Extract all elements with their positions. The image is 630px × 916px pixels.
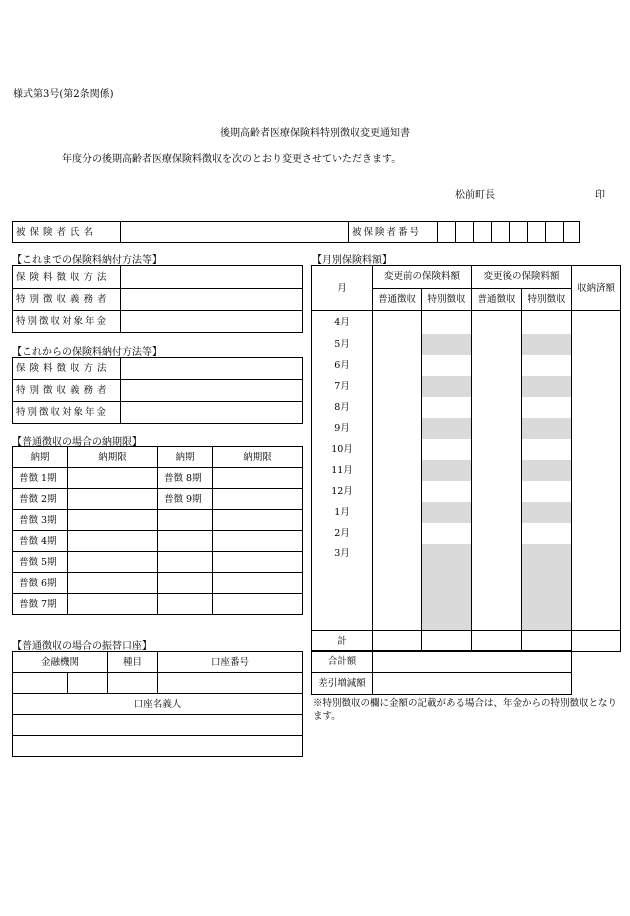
- deadlines-heading: 【普通徴収の場合の納期限】: [12, 437, 142, 448]
- insured-number-label: 被保険者番号: [349, 222, 438, 243]
- monthly-heading: 【月別保険料額】: [312, 255, 392, 266]
- amount-cell[interactable]: [472, 544, 522, 631]
- deadline-cell[interactable]: [213, 489, 303, 510]
- amount-cell[interactable]: [472, 334, 522, 355]
- month-label: 12月: [312, 481, 373, 502]
- month-label: 7月: [312, 376, 373, 397]
- period-label: 普徴 6期: [13, 573, 68, 594]
- amount-cell[interactable]: [572, 311, 621, 334]
- month-label: 3月: [312, 544, 373, 631]
- amount-cell[interactable]: [572, 502, 621, 523]
- amount-cell[interactable]: [472, 502, 522, 523]
- period-label: 普徴 2期: [13, 489, 68, 510]
- account-holder-header: 口座名義人: [13, 694, 303, 715]
- amount-cell[interactable]: [572, 439, 621, 460]
- bank-header: 金融機関: [13, 652, 108, 673]
- empty-cell: [213, 573, 303, 594]
- period-label: 普徴 7期: [13, 594, 68, 615]
- form-number: 様式第3号(第2条関係): [13, 89, 114, 100]
- amount-cell[interactable]: [572, 481, 621, 502]
- special-header: 特別徴収: [522, 288, 572, 311]
- amount-cell[interactable]: [422, 311, 472, 334]
- amount-cell-shaded[interactable]: [422, 502, 472, 523]
- month-header: 月: [312, 266, 373, 311]
- insured-number-digit[interactable]: [564, 222, 580, 243]
- amount-cell[interactable]: [572, 544, 621, 631]
- amount-cell[interactable]: [472, 397, 522, 418]
- insured-number-digit[interactable]: [528, 222, 546, 243]
- deadline-cell[interactable]: [68, 594, 158, 615]
- month-label: 11月: [312, 460, 373, 481]
- period-label: 普徴 1期: [13, 468, 68, 489]
- deadline-cell[interactable]: [68, 573, 158, 594]
- amount-cell-shaded[interactable]: [422, 418, 472, 439]
- amount-cell[interactable]: [373, 418, 422, 439]
- amount-cell[interactable]: [522, 355, 572, 376]
- deadline-cell[interactable]: [68, 489, 158, 510]
- amount-cell[interactable]: [373, 523, 422, 544]
- account-number-field[interactable]: [158, 673, 303, 694]
- new-method-heading: 【これからの保険料納付方法等】: [12, 347, 162, 358]
- account-number-header: 口座番号: [158, 652, 303, 673]
- period-label: 普徴 5期: [13, 552, 68, 573]
- month-label: 6月: [312, 355, 373, 376]
- empty-cell: [158, 552, 213, 573]
- amount-cell[interactable]: [472, 418, 522, 439]
- deadline-cell[interactable]: [68, 552, 158, 573]
- period-label: 普徴 4期: [13, 531, 68, 552]
- intro-text: 年度分の後期高齢者医療保険料徴収を次のとおり変更させていただきます。: [62, 154, 402, 165]
- obligor-label: 特別徴収義務者: [13, 289, 121, 311]
- amount-cell[interactable]: [373, 376, 422, 397]
- total-label: 計: [312, 631, 373, 652]
- empty-cell: [158, 573, 213, 594]
- amount-cell[interactable]: [472, 311, 522, 334]
- pension-value[interactable]: [121, 402, 303, 424]
- obligor-value[interactable]: [121, 380, 303, 402]
- total-cell[interactable]: [572, 631, 621, 652]
- deadline-cell[interactable]: [213, 468, 303, 489]
- amount-cell[interactable]: [422, 397, 472, 418]
- empty-cell: [213, 594, 303, 615]
- period-label: 普徴 8期: [158, 468, 213, 489]
- deadline-cell[interactable]: [68, 468, 158, 489]
- amount-cell[interactable]: [373, 481, 422, 502]
- special-header: 特別徴収: [422, 288, 472, 311]
- deadline-cell[interactable]: [68, 531, 158, 552]
- pension-label: 特別徴収対象年金: [13, 311, 121, 333]
- amount-cell[interactable]: [373, 544, 422, 631]
- amount-cell[interactable]: [522, 481, 572, 502]
- insured-number-digit[interactable]: [510, 222, 528, 243]
- transfer-table: [12, 651, 303, 757]
- period-header: 納期: [158, 447, 213, 468]
- empty-cell: [213, 531, 303, 552]
- amount-cell-shaded[interactable]: [522, 418, 572, 439]
- obligor-value[interactable]: [121, 289, 303, 311]
- normal-header: 普通徴収: [373, 288, 422, 311]
- amount-cell[interactable]: [522, 397, 572, 418]
- period-label: 普徴 3期: [13, 510, 68, 531]
- pension-label: 特別徴収対象年金: [13, 402, 121, 424]
- normal-header: 普通徴収: [472, 288, 522, 311]
- total-cell[interactable]: [373, 631, 422, 652]
- insured-number-digit[interactable]: [474, 222, 492, 243]
- new-method-table: [12, 357, 303, 424]
- issuer-name: 松前町長: [455, 190, 495, 201]
- method-label: 保険料徴収方法: [13, 266, 121, 289]
- month-label: 1月: [312, 502, 373, 523]
- empty-cell: [213, 552, 303, 573]
- pension-value[interactable]: [121, 311, 303, 333]
- document-title: 後期高齢者医療保険料特別徴収変更通知書: [220, 128, 410, 139]
- month-label: 5月: [312, 334, 373, 355]
- insured-number-digit[interactable]: [438, 222, 456, 243]
- empty-cell: [213, 510, 303, 531]
- deadlines-table: [12, 446, 303, 615]
- total-cell[interactable]: [422, 631, 472, 652]
- amount-cell[interactable]: [472, 355, 522, 376]
- amount-cell[interactable]: [422, 523, 472, 544]
- method-value[interactable]: [121, 266, 303, 289]
- amount-cell-shaded[interactable]: [422, 544, 472, 631]
- insured-number-digit[interactable]: [546, 222, 564, 243]
- month-label: 4月: [312, 311, 373, 334]
- type-field[interactable]: [108, 673, 158, 694]
- previous-method-heading: 【これまでの保険料納付方法等】: [12, 255, 162, 266]
- amount-cell[interactable]: [472, 460, 522, 481]
- special-collection-note: ※特別徴収の欄に金額の記載がある場合は、年金からの特別徴収となります。: [313, 698, 618, 722]
- seal-mark: 印: [595, 190, 605, 201]
- month-label: 10月: [312, 439, 373, 460]
- before-header: 変更前の保険料額: [373, 266, 472, 289]
- amount-cell[interactable]: [422, 481, 472, 502]
- bank-field[interactable]: [13, 673, 68, 694]
- amount-cell[interactable]: [373, 439, 422, 460]
- total-cell[interactable]: [522, 631, 572, 652]
- amount-cell[interactable]: [472, 376, 522, 397]
- after-header: 変更後の保険料額: [472, 266, 572, 289]
- amount-cell-shaded[interactable]: [422, 460, 472, 481]
- amount-cell[interactable]: [572, 397, 621, 418]
- amount-cell[interactable]: [373, 311, 422, 334]
- amount-cell[interactable]: [572, 460, 621, 481]
- amount-cell[interactable]: [522, 523, 572, 544]
- month-label: 8月: [312, 397, 373, 418]
- insured-name-field[interactable]: [121, 222, 349, 243]
- amount-cell-shaded[interactable]: [422, 334, 472, 355]
- amount-cell[interactable]: [472, 439, 522, 460]
- amount-cell[interactable]: [522, 439, 572, 460]
- amount-cell-shaded[interactable]: [422, 376, 472, 397]
- insured-number-digit[interactable]: [492, 222, 510, 243]
- amount-cell-shaded[interactable]: [522, 334, 572, 355]
- amount-cell[interactable]: [472, 481, 522, 502]
- method-value[interactable]: [121, 358, 303, 380]
- amount-cell[interactable]: [572, 355, 621, 376]
- amount-cell[interactable]: [572, 376, 621, 397]
- grand-total-table: [311, 650, 572, 695]
- transfer-heading: 【普通徴収の場合の振替口座】: [12, 641, 152, 652]
- amount-cell[interactable]: [373, 334, 422, 355]
- period-header: 納期: [13, 447, 68, 468]
- amount-cell[interactable]: [373, 502, 422, 523]
- branch-field[interactable]: [68, 673, 108, 694]
- method-label: 保険料徴収方法: [13, 358, 121, 380]
- account-holder-name[interactable]: [13, 736, 303, 757]
- amount-cell-shaded[interactable]: [522, 544, 572, 631]
- month-label: 2月: [312, 523, 373, 544]
- amount-cell[interactable]: [572, 523, 621, 544]
- period-label: 普徴 9期: [158, 489, 213, 510]
- paid-header: 収納済額: [572, 266, 621, 311]
- amount-cell[interactable]: [373, 460, 422, 481]
- amount-cell[interactable]: [422, 355, 472, 376]
- empty-cell: [158, 510, 213, 531]
- amount-cell[interactable]: [572, 334, 621, 355]
- grand-total-value[interactable]: [373, 651, 572, 673]
- deadline-cell[interactable]: [68, 510, 158, 531]
- difference-label: 差引増減額: [312, 673, 373, 695]
- amount-cell[interactable]: [373, 397, 422, 418]
- amount-cell[interactable]: [373, 355, 422, 376]
- insured-table: [12, 221, 580, 243]
- account-holder-kana[interactable]: [13, 715, 303, 736]
- amount-cell-shaded[interactable]: [522, 376, 572, 397]
- insured-number-digit[interactable]: [456, 222, 474, 243]
- deadline-header: 納期限: [68, 447, 158, 468]
- amount-cell[interactable]: [472, 523, 522, 544]
- total-cell[interactable]: [472, 631, 522, 652]
- month-label: 9月: [312, 418, 373, 439]
- monthly-table: [311, 265, 621, 652]
- deadline-header: 納期限: [213, 447, 303, 468]
- amount-cell-shaded[interactable]: [522, 460, 572, 481]
- grand-total-label: 合計額: [312, 651, 373, 673]
- amount-cell[interactable]: [522, 311, 572, 334]
- amount-cell[interactable]: [572, 418, 621, 439]
- insured-name-label: 被保険者氏名: [13, 222, 121, 243]
- difference-value[interactable]: [373, 673, 572, 695]
- empty-cell: [158, 531, 213, 552]
- empty-cell: [158, 594, 213, 615]
- amount-cell-shaded[interactable]: [522, 502, 572, 523]
- amount-cell[interactable]: [422, 439, 472, 460]
- previous-method-table: [12, 265, 303, 333]
- obligor-label: 特別徴収義務者: [13, 380, 121, 402]
- type-header: 種目: [108, 652, 158, 673]
